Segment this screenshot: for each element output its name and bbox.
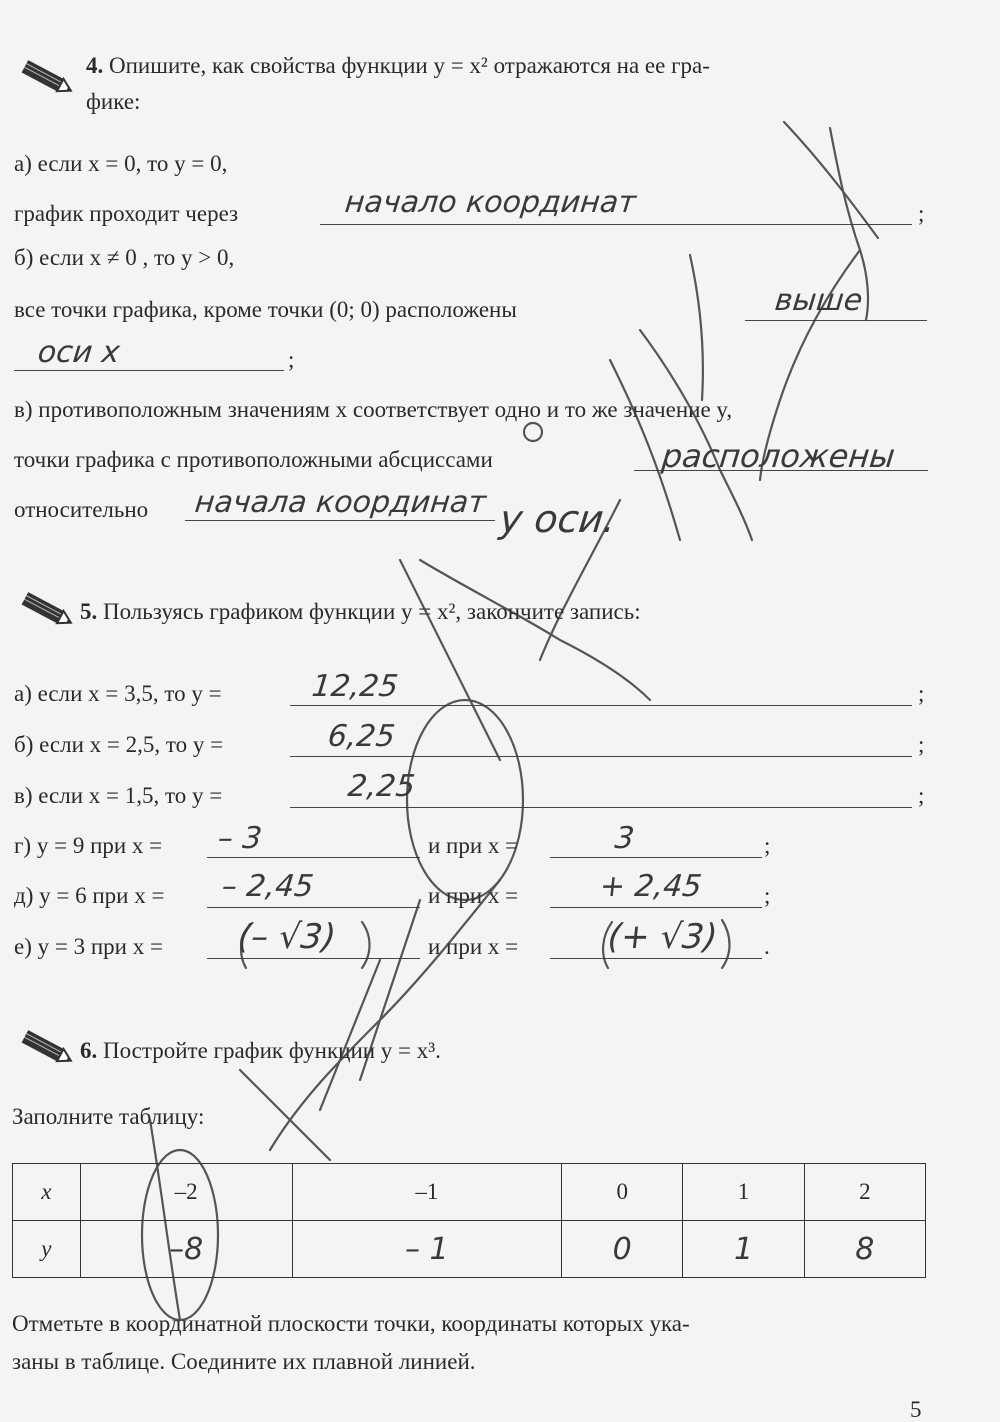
task5-row-b-answer: 6,25 <box>326 719 397 754</box>
task4-title: Опишите, как свойства функции y = x² отражаются на ее гра- <box>109 53 710 78</box>
task4-v-answer-2: начала координат <box>193 485 488 520</box>
task6-footer-1: Отметьте в координатной плоскости точки, координаты которых ука- <box>12 1311 690 1336</box>
task5-title: Пользуясь графиком функции y = x², закончите запись: <box>103 599 641 624</box>
task4-b-answer-1: выше <box>773 283 865 318</box>
task6-footer-2: заны в таблице. Соедините их плавной линией. <box>12 1349 476 1374</box>
table-cell: 1 <box>683 1164 804 1221</box>
table-cell: 8 <box>804 1221 925 1278</box>
pencil-icon <box>18 58 76 98</box>
table-cell: y <box>13 1221 81 1278</box>
table-row <box>13 1221 926 1278</box>
task4-v-prompt: относительно <box>14 497 149 522</box>
task5-pair-e-right: (+ √3) <box>605 917 720 957</box>
task5-pair-d-left: – 2,45 <box>220 869 316 904</box>
task4-number: 4. <box>86 53 104 78</box>
page-number: 5 <box>910 1397 922 1422</box>
task4-a-prompt: график проходит через <box>14 201 239 226</box>
task5-row-v-answer: 2,25 <box>346 769 417 804</box>
table-cell: 0 <box>562 1164 683 1221</box>
task5-number: 5. <box>80 599 98 624</box>
table-cell: –1 <box>292 1164 561 1221</box>
task5-pair-e-label: е) y = 3 при x = <box>14 934 163 959</box>
task5-row-a-answer: 12,25 <box>310 669 400 704</box>
values-table <box>12 1163 926 1278</box>
task4-b-answer-2: оси x <box>36 335 122 370</box>
task4-b-condition: б) если x ≠ 0 , то y > 0, <box>14 245 235 270</box>
table-cell: 0 <box>562 1221 683 1278</box>
task4-title-cont: фике: <box>86 89 141 114</box>
task5-pair-d-label: д) y = 6 при x = <box>14 883 165 908</box>
task4-v-line2: точки графика с противоположными абсциссами <box>14 447 493 472</box>
task5-row-b-label: б) если x = 2,5, то y = <box>14 732 224 757</box>
table-cell: 1 <box>683 1221 804 1278</box>
task6-title: Постройте график функции y = x³. <box>103 1038 441 1063</box>
task4-a-condition: а) если x = 0, то y = 0, <box>14 151 228 176</box>
task5-row-v-label: в) если x = 1,5, то y = <box>14 783 223 808</box>
task5-pair-g-label: г) y = 9 при x = <box>14 833 163 858</box>
table-cell: 2 <box>804 1164 925 1221</box>
task4-v-answer-3: у оси. <box>497 497 618 541</box>
task6-fill-table: Заполните таблицу: <box>12 1104 205 1129</box>
task5-pair-e-left: (– √3) <box>235 917 338 957</box>
table-cell: –2 <box>80 1164 292 1221</box>
table-cell: x <box>13 1164 81 1221</box>
task4-v-answer-1: расположены <box>660 437 897 475</box>
table-cell: – 1 <box>292 1221 561 1278</box>
pencil-icon <box>18 1028 76 1068</box>
task5-row-a-label: а) если x = 3,5, то y = <box>14 681 222 706</box>
pencil-icon <box>18 590 76 630</box>
task4-b-prompt: все точки графика, кроме точки (0; 0) расположены <box>14 297 517 322</box>
task5-pair-g-right: 3 <box>613 821 636 856</box>
task4-v-line1: в) противоположным значениям x соответствует одно и то же значение y, <box>14 397 733 422</box>
task5-pair-d-right: + 2,45 <box>598 869 704 904</box>
task4-a-answer: начало координат <box>343 185 638 220</box>
table-row <box>13 1164 926 1221</box>
task6-number: 6. <box>80 1038 98 1063</box>
task5-pair-g-left: – 3 <box>216 821 264 856</box>
table-cell: –8 <box>80 1221 292 1278</box>
